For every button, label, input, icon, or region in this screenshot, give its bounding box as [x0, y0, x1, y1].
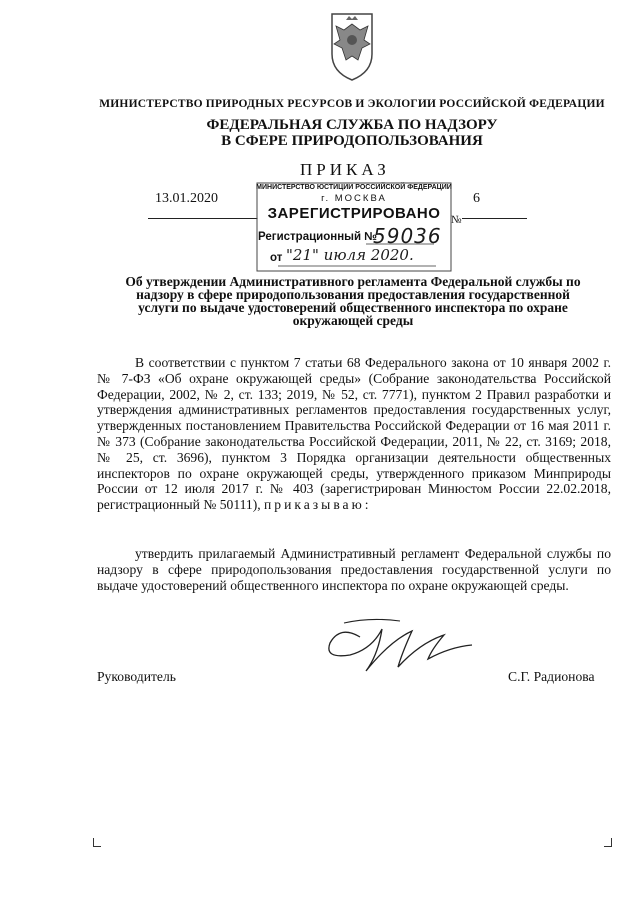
date-underline [148, 218, 258, 219]
body-paragraph-1 [97, 355, 611, 513]
ministry-name: МИНИСТЕРСТВО ПРИРОДНЫХ РЕСУРСОВ И ЭКОЛОГИИ РОССИЙСКОЙ ФЕДЕРАЦИИ [99, 98, 605, 110]
corner-mark-right [604, 838, 612, 847]
document-type: ПРИКАЗ [300, 160, 390, 179]
stamp-reg-date: "21" июля 2020. [286, 246, 414, 264]
paragraph-1-text: В соответствии с пунктом 7 статьи 68 Федерального закона от 10 января 2002 г. № 7-ФЗ «Об охране окружающей среды» (Собрание законодательства Российской Федерации, 2002, № 2, ст. 133; 2019, № 52, ст. 7771), пунктом 2 Правил разработки и утверждения административных регламентов предоставления государственных услуг, утвержденных постановлением Правительства Российской Федерации от 16 мая 2011 г. № 373 (Собрание законодательства Российской Федерации, 2011, № 22, ст. 3169; 2018, № 25, ст. 3696), пунктом 3 Порядка организации деятельности общественных инспекторов по охране окружающей среды, утвержденного приказом Минприроды России от 12 июля 2017 г. № 403 (зарегистрирован Минюстом России 22.02.2018, регистрационный № 50111), [97, 355, 611, 513]
number-underline [462, 218, 527, 219]
stamp-ministry: МИНИСТЕРСТВО ЮСТИЦИИ РОССИЙСКОЙ ФЕДЕРАЦИИ [256, 184, 452, 191]
order-number: 6 [473, 191, 480, 206]
corner-mark-left [93, 838, 101, 847]
stamp-city: г. МОСКВА [321, 193, 387, 204]
handwritten-signature [320, 615, 480, 675]
signatory-name: С.Г. Радионова [508, 669, 595, 684]
stamp-reg-number: 59036 [373, 224, 442, 248]
document-title: Об утверждении Административного регламента Федеральной службы по надзору в сфере природопользования предоставления государственной услуги по выдаче удостоверений общественного инспектора по охране окружающей среды [125, 274, 581, 328]
agency-name-line2: В СФЕРЕ ПРИРОДОПОЛЬЗОВАНИЯ [221, 133, 483, 149]
stamp-date-label: от [270, 252, 283, 264]
stamp-reg-label: Регистрационный № [258, 231, 378, 243]
signatory-position: Руководитель [97, 669, 176, 684]
order-word: приказываю: [264, 497, 372, 513]
order-date: 13.01.2020 [155, 191, 218, 206]
coat-of-arms-emblem-icon [322, 10, 382, 82]
body-paragraph-2: утвердить прилагаемый Административный регламент Федеральной службы по надзору в сфере природопользования предоставления государственной услуги по выдаче удостоверений общественного инспектора по охране окружающей среды. [97, 546, 611, 593]
number-sign: № [451, 214, 462, 226]
stamp-status: ЗАРЕГИСТРИРОВАНО [267, 205, 441, 222]
agency-name-line1: ФЕДЕРАЛЬНАЯ СЛУЖБА ПО НАДЗОРУ [206, 117, 498, 133]
